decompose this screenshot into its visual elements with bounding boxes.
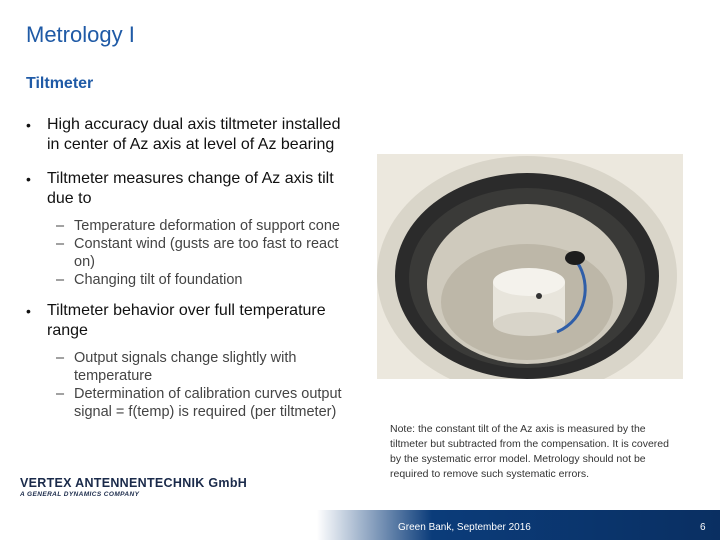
tiltmeter-top xyxy=(493,268,565,296)
bullet-glyph: • xyxy=(26,117,31,133)
bullet-text: Tiltmeter measures change of Az axis tilt due to xyxy=(47,170,334,207)
sub-bullet-list xyxy=(26,349,346,421)
page-number: 6 xyxy=(700,522,706,533)
adjustment-screw xyxy=(536,293,542,299)
bullet-text: Tiltmeter behavior over full temperature range xyxy=(47,302,326,339)
tiltmeter-base xyxy=(493,312,565,336)
bullet-list xyxy=(26,115,346,433)
sub-bullet-item xyxy=(26,217,346,235)
sub-bullet-item xyxy=(26,271,346,289)
sub-bullet-item xyxy=(26,385,346,421)
sub-bullet-item xyxy=(26,349,346,385)
dash-glyph: – xyxy=(56,236,65,252)
bullet-glyph: • xyxy=(26,303,31,319)
slide-title: Metrology I xyxy=(26,22,135,47)
company-logo xyxy=(20,476,247,498)
sub-bullet-text: Output signals change slightly with temperature xyxy=(74,350,297,384)
logo-name: VERTEX ANTENNENTECHNIK GmbH xyxy=(20,476,248,490)
dash-glyph: – xyxy=(56,272,65,288)
bullet-item xyxy=(26,301,346,341)
logo-tagline: A GENERAL DYNAMICS COMPANY xyxy=(20,491,140,498)
bullet-item xyxy=(26,115,346,155)
dash-glyph: – xyxy=(56,218,65,234)
footer-location-date: Green Bank, September 2016 xyxy=(398,522,531,533)
note-text: Note: the constant tilt of the Az axis is measured by the tiltmeter but subtracted from the compensation. It is covered by the systematic error model. Metrology should not be required to remove such systematic errors. xyxy=(390,423,669,480)
bullet-text: High accuracy dual axis tiltmeter installed in center of Az axis at level of Az bearing xyxy=(47,116,341,153)
sub-bullet-text: Changing tilt of foundation xyxy=(74,272,243,288)
tiltmeter-photo xyxy=(377,154,683,379)
tiltmeter-illustration xyxy=(377,154,683,379)
sub-bullet-text: Temperature deformation of support cone xyxy=(74,218,340,234)
footer-bar xyxy=(0,510,720,540)
bullet-glyph: • xyxy=(26,171,31,187)
sub-bullet-text: Constant wind (gusts are too fast to react on) xyxy=(74,236,339,270)
cable-connector xyxy=(565,251,585,265)
sub-bullet-text: Determination of calibration curves output signal = f(temp) is required (per tiltmeter) xyxy=(74,386,342,420)
slide-subtitle: Tiltmeter xyxy=(26,75,94,92)
dash-glyph: – xyxy=(56,350,65,366)
sub-bullet-list xyxy=(26,217,346,289)
sub-bullet-item xyxy=(26,235,346,271)
bullet-item xyxy=(26,169,346,209)
dash-glyph: – xyxy=(56,386,65,402)
